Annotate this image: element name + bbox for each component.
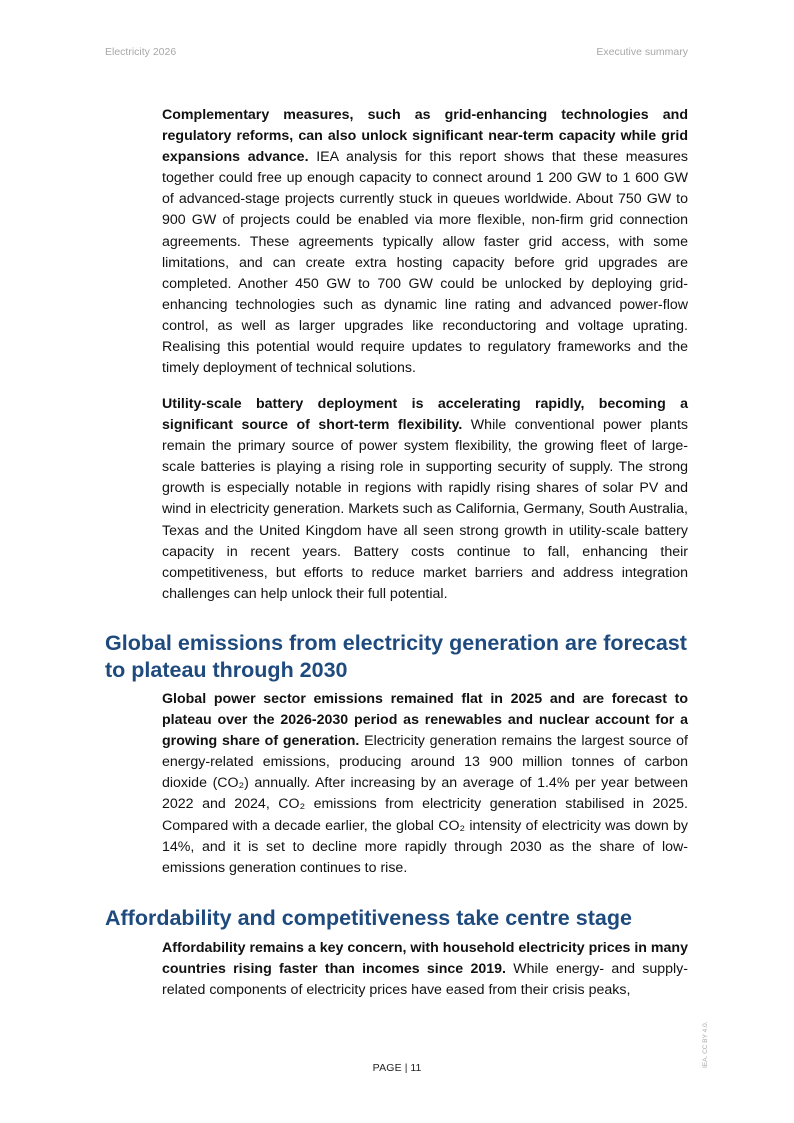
paragraph-lead: Utility-scale battery deployment is accelerating rapidly, becoming a significant source of short-term flexibility.	[162, 396, 688, 434]
running-header	[105, 46, 688, 60]
paragraph-battery-deployment	[162, 394, 688, 605]
paragraph-power-emissions	[162, 689, 688, 879]
paragraph-lead: Global power sector emissions remained flat in 2025 and are forecast to plateau over the 2026-2030 period as renewables and nuclear account for a growing share of generation.	[162, 691, 688, 750]
paragraph-body: While conventional power plants remain the primary source of power system flexibility, the growing fleet of large-scale batteries is playing a rising role in supporting security of supply. The strong growth is especially notable in regions with rapidly rising shares of solar PV and wind in electricity generation. Markets such as California, Germany, South Australia, Texas and the United Kingdom have all seen strong growth in utility-scale battery capacity in recent years. Battery costs continue to fall, enhancing their competitiveness, but efforts to reduce market barriers and address integration challenges can help unlock their full potential.	[162, 417, 688, 602]
page-number: 11	[410, 1062, 422, 1074]
paragraph-lead: Complementary measures, such as grid-enhancing technologies and regulatory reforms, can also unlock significant near-term capacity while grid expansions advance.	[162, 107, 688, 166]
paragraph-body: Electricity generation remains the largest source of energy-related emissions, producing around 13 900 million tonnes of carbon dioxide (CO₂) annually. After increasing by an average of 1.4% per year between 2022 and 2024, CO₂ emissions from electricity generation stabilised in 2025. Compared with a decade earlier, the global CO₂ intensity of electricity was down by 14%, and it is set to decline more rapidly through 2030 as the share of low-emissions generation continues to rise.	[162, 733, 688, 876]
section-heading-emissions: Global emissions from electricity generation are forecast to plateau through 2030	[105, 631, 687, 682]
header-section-title: Executive summary	[596, 46, 688, 58]
page-label: PAGE	[372, 1062, 402, 1074]
header-report-title: Electricity 2026	[105, 46, 177, 58]
paragraph-lead: Affordability remains a key concern, with household electricity prices in many countries rising faster than incomes since 2019.	[162, 940, 688, 978]
paragraph-complementary-measures	[162, 105, 688, 379]
section-heading-affordability: Affordability and competitiveness take centre stage	[105, 906, 632, 930]
paragraph-body: While energy- and supply-related components of electricity prices have eased from their crisis peaks,	[162, 961, 688, 999]
paragraph-affordability	[162, 938, 688, 1001]
license-note: IEA. CC BY 4.0.	[702, 1021, 709, 1068]
page-footer: PAGE | 11	[372, 1062, 422, 1074]
paragraph-body: IEA analysis for this report shows that these measures together could free up enough capacity to connect around 1 200 GW to 1 600 GW of advanced-stage projects currently stuck in queues worldwide. About 750 GW to 900 GW of projects could be enabled via more flexible, non-firm grid connection agreements. These agreements typically allow faster grid access, with some limitations, and can create extra hosting capacity before grid upgrades are completed. Another 450 GW to 700 GW could be unlocked by deploying grid-enhancing technologies such as dynamic line rating and advanced power-flow control, as well as larger upgrades like reconductoring and voltage uprating. Realising this potential would require updates to regulatory frameworks and the timely deployment of technical solutions.	[162, 149, 688, 377]
